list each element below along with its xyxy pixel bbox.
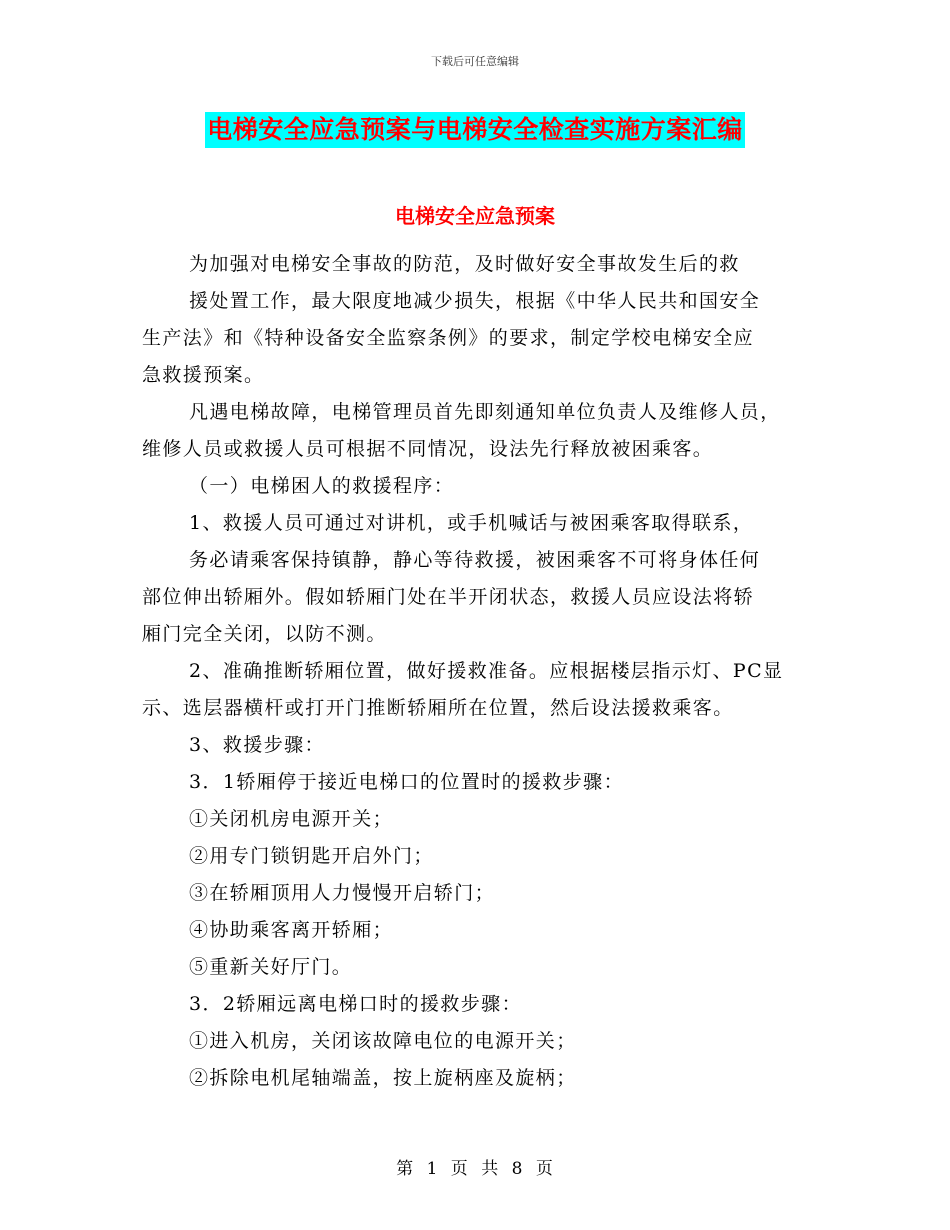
paragraph-line: 维修人员或救援人员可根据不同情况，设法先行释放被困乘客。: [142, 438, 714, 460]
step-heading: 3、救援步骤：: [189, 734, 325, 756]
subsection-heading: （一）电梯困人的救援程序：: [189, 475, 455, 497]
document-title: 电梯安全应急预案与电梯安全检查实施方案汇编: [205, 112, 745, 148]
paragraph-line: 示、选层器横杆或打开门推断轿厢所在位置，然后设法援救乘客。: [142, 697, 734, 719]
list-item: ①关闭机房电源开关；: [189, 808, 394, 830]
step-heading: 3．2轿厢远离电梯口时的援救步骤：: [189, 993, 522, 1015]
paragraph-line: 生产法》和《特种设备安全监察条例》的要求，制定学校电梯安全应: [142, 327, 755, 349]
paragraph-line: 2、准确推断轿厢位置，做好援救准备。应根据楼层指示灯、PC显: [189, 660, 784, 682]
step-heading: 3．1轿厢停于接近电梯口的位置时的援救步骤：: [189, 771, 624, 793]
paragraph-line: 急救援预案。: [142, 364, 265, 386]
paragraph-line: 凡遇电梯故障，电梯管理员首先即刻通知单位负责人及维修人员，: [189, 401, 781, 423]
header-note: 下载后可任意编辑: [431, 55, 519, 68]
document-title-container: [0, 112, 950, 148]
paragraph-line: 援处置工作，最大限度地减少损失，根据《中华人民共和国安全: [189, 290, 761, 312]
list-item: ④协助乘客离开轿厢；: [189, 919, 394, 941]
footer-page-word: 第: [396, 1159, 415, 1179]
page-footer: [0, 1154, 950, 1179]
footer-total-word: 共: [481, 1159, 500, 1179]
footer-total-unit: 页: [535, 1159, 554, 1179]
list-item: ③在轿厢顶用人力慢慢开启轿门；: [189, 882, 496, 904]
list-item: ②拆除电机尾轴端盖，按上旋柄座及旋柄；: [189, 1067, 577, 1089]
paragraph-line: 1、救援人员可通过对讲机，或手机喊话与被困乘客取得联系，: [189, 512, 754, 534]
paragraph-line: 部位伸出轿厢外。假如轿厢门处在半开闭状态，救援人员应设法将轿: [142, 586, 755, 608]
paragraph-line: 务必请乘客保持镇静，静心等待救援，被困乘客不可将身体任何: [189, 549, 761, 571]
list-item: ②用专门锁钥匙开启外门；: [189, 845, 434, 867]
section-title: 电梯安全应急预案: [395, 204, 555, 228]
footer-total-pages: 8: [511, 1159, 524, 1179]
list-item: ⑤重新关好厅门。: [189, 956, 353, 978]
footer-page-number: 1: [426, 1159, 439, 1179]
footer-page-unit: 页: [450, 1159, 469, 1179]
paragraph-line: 厢门完全关闭，以防不测。: [142, 623, 387, 645]
paragraph-line: 为加强对电梯安全事故的防范，及时做好安全事故发生后的救: [189, 253, 740, 275]
list-item: ①进入机房，关闭该故障电位的电源开关；: [189, 1030, 577, 1052]
